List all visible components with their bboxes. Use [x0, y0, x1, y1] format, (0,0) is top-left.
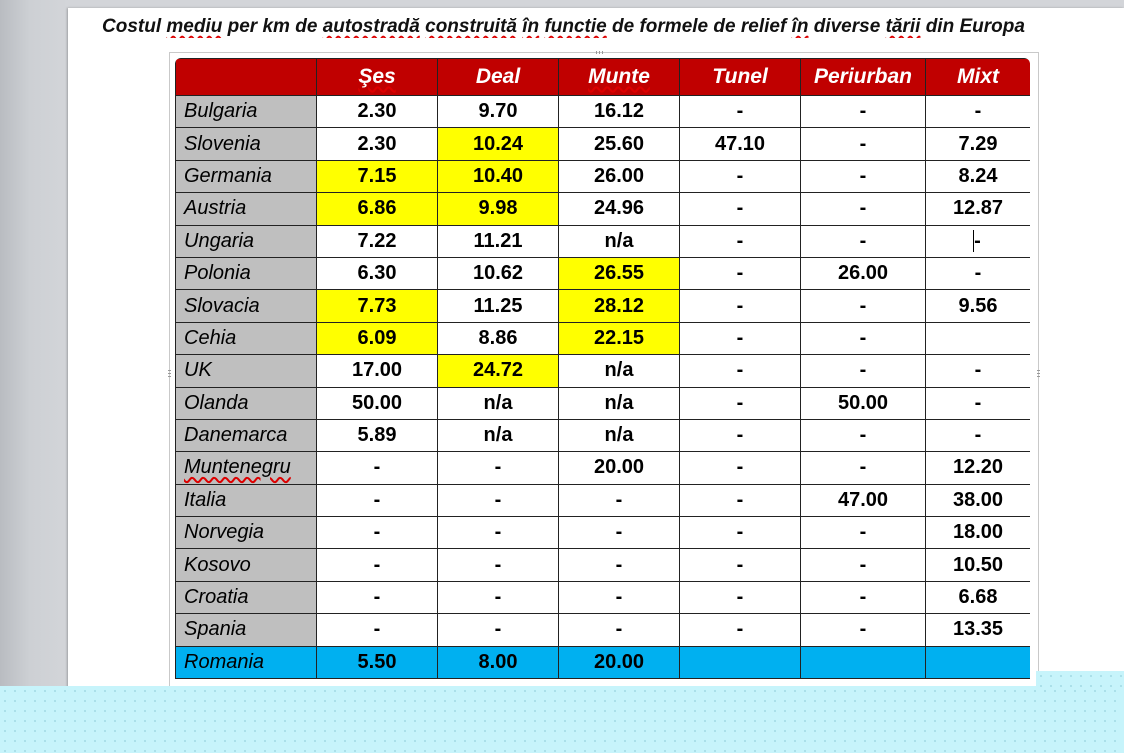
value-cell[interactable]: -: [680, 160, 801, 192]
value-cell[interactable]: -: [438, 581, 559, 613]
cost-table[interactable]: [175, 58, 1030, 679]
title-word: km: [262, 16, 290, 37]
value-cell[interactable]: 26.00: [559, 160, 680, 192]
header-cell-munte[interactable]: [559, 59, 680, 96]
title-word: tării: [885, 16, 921, 37]
country-cell[interactable]: Ungaria: [176, 225, 317, 257]
table-row: [176, 549, 1031, 581]
table-row: [176, 193, 1031, 225]
value-cell[interactable]: -: [680, 290, 801, 322]
value-cell[interactable]: -: [801, 549, 926, 581]
title-word: functie: [544, 16, 607, 37]
country-cell[interactable]: Bulgaria: [176, 96, 317, 128]
title-word: în: [522, 16, 540, 37]
value-cell[interactable]: 6.09: [317, 322, 438, 354]
value-cell[interactable]: 10.50: [926, 549, 1031, 581]
value-cell[interactable]: -: [926, 257, 1031, 289]
title-word: formele: [639, 16, 709, 37]
value-cell[interactable]: -: [801, 290, 926, 322]
resize-handle-top[interactable]: [596, 51, 604, 54]
table-row: [176, 96, 1031, 128]
table-header-row: [176, 59, 1031, 96]
value-cell[interactable]: 7.15: [317, 160, 438, 192]
value-cell[interactable]: 50.00: [317, 387, 438, 419]
value-cell[interactable]: -: [317, 484, 438, 516]
resize-handle-right[interactable]: [1037, 369, 1040, 377]
title-word: de: [295, 16, 318, 37]
value-cell[interactable]: -: [801, 160, 926, 192]
value-cell[interactable]: 10.24: [438, 128, 559, 160]
value-cell[interactable]: 22.15: [559, 322, 680, 354]
country-cell[interactable]: Kosovo: [176, 549, 317, 581]
header-cell-şes[interactable]: [317, 59, 438, 96]
title-word: autostradă: [322, 16, 420, 37]
value-cell[interactable]: 24.72: [438, 355, 559, 387]
value-cell[interactable]: -: [680, 549, 801, 581]
value-cell[interactable]: -: [680, 96, 801, 128]
value-cell[interactable]: 47.00: [801, 484, 926, 516]
value-cell[interactable]: -: [680, 322, 801, 354]
country-cell[interactable]: Polonia: [176, 257, 317, 289]
value-cell[interactable]: 11.25: [438, 290, 559, 322]
value-cell[interactable]: -: [680, 225, 801, 257]
country-cell[interactable]: Slovacia: [176, 290, 317, 322]
header-cell-tunel[interactable]: Tunel: [680, 59, 801, 96]
value-cell[interactable]: 8.00: [438, 646, 559, 678]
value-cell[interactable]: 20.00: [559, 452, 680, 484]
title-word: în: [791, 16, 809, 37]
value-cell[interactable]: -: [438, 614, 559, 646]
value-cell[interactable]: -: [680, 387, 801, 419]
value-cell[interactable]: 2.30: [317, 128, 438, 160]
value-cell[interactable]: -: [317, 517, 438, 549]
table-row: [176, 581, 1031, 613]
value-cell[interactable]: n/a: [438, 419, 559, 451]
value-cell[interactable]: -: [680, 355, 801, 387]
value-cell[interactable]: -: [680, 257, 801, 289]
value-cell[interactable]: -: [438, 484, 559, 516]
table-body: [176, 96, 1031, 679]
value-cell[interactable]: -: [680, 484, 801, 516]
header-cell-deal[interactable]: Deal: [438, 59, 559, 96]
value-cell[interactable]: [926, 225, 1031, 257]
value-cell[interactable]: -: [680, 452, 801, 484]
value-cell[interactable]: 25.60: [559, 128, 680, 160]
value-cell[interactable]: 10.62: [438, 257, 559, 289]
country-cell[interactable]: [176, 452, 317, 484]
value-cell[interactable]: 26.00: [801, 257, 926, 289]
header-cell-periurban[interactable]: Periurban: [801, 59, 926, 96]
value-cell[interactable]: 12.20: [926, 452, 1031, 484]
value-cell[interactable]: -: [801, 581, 926, 613]
table-row: [176, 387, 1031, 419]
slide-title[interactable]: [102, 16, 1124, 38]
title-word: Costul: [102, 16, 162, 37]
value-cell[interactable]: -: [317, 452, 438, 484]
country-cell[interactable]: Slovenia: [176, 128, 317, 160]
value-cell[interactable]: -: [801, 452, 926, 484]
table-row: [176, 355, 1031, 387]
value-cell[interactable]: 7.29: [926, 128, 1031, 160]
value-cell[interactable]: n/a: [559, 225, 680, 257]
value-cell[interactable]: -: [317, 614, 438, 646]
title-word: construită: [425, 16, 517, 37]
value-cell[interactable]: [926, 646, 1031, 678]
header-cell-mixt[interactable]: Mixt: [926, 59, 1031, 96]
country-cell[interactable]: Austria: [176, 193, 317, 225]
value-cell[interactable]: 5.89: [317, 419, 438, 451]
value-cell[interactable]: -: [926, 419, 1031, 451]
country-cell[interactable]: Norvegia: [176, 517, 317, 549]
value-cell[interactable]: 2.30: [317, 96, 438, 128]
cell-value: -: [974, 229, 981, 252]
value-cell[interactable]: -: [680, 193, 801, 225]
value-cell[interactable]: 9.56: [926, 290, 1031, 322]
title-word: mediu: [166, 16, 223, 37]
value-cell[interactable]: -: [801, 614, 926, 646]
value-cell[interactable]: -: [801, 193, 926, 225]
value-cell[interactable]: 9.98: [438, 193, 559, 225]
value-cell[interactable]: -: [680, 581, 801, 613]
value-cell[interactable]: 50.00: [801, 387, 926, 419]
title-word: per: [227, 16, 258, 37]
table-row: [176, 225, 1031, 257]
value-cell[interactable]: -: [926, 387, 1031, 419]
value-cell[interactable]: 8.86: [438, 322, 559, 354]
value-cell[interactable]: -: [801, 225, 926, 257]
screen-overlay-region: [0, 686, 1124, 753]
value-cell[interactable]: -: [559, 517, 680, 549]
value-cell[interactable]: -: [926, 355, 1031, 387]
value-cell[interactable]: -: [801, 322, 926, 354]
value-cell[interactable]: 11.21: [438, 225, 559, 257]
value-cell[interactable]: 24.96: [559, 193, 680, 225]
cost-table-container: [175, 58, 1030, 688]
table-row: [176, 646, 1031, 678]
table-row: [176, 419, 1031, 451]
country-cell[interactable]: UK: [176, 355, 317, 387]
header-label: Şes: [358, 65, 396, 88]
value-cell[interactable]: 7.73: [317, 290, 438, 322]
value-cell[interactable]: [801, 646, 926, 678]
table-row: [176, 160, 1031, 192]
country-cell[interactable]: Germania: [176, 160, 317, 192]
value-cell[interactable]: -: [801, 355, 926, 387]
country-cell[interactable]: Romania: [176, 646, 317, 678]
header-label: Munte: [588, 65, 650, 88]
value-cell[interactable]: -: [801, 517, 926, 549]
value-cell[interactable]: -: [317, 581, 438, 613]
value-cell[interactable]: -: [317, 549, 438, 581]
value-cell[interactable]: 9.70: [438, 96, 559, 128]
table-row: [176, 452, 1031, 484]
value-cell[interactable]: -: [559, 484, 680, 516]
country-cell[interactable]: Croatia: [176, 581, 317, 613]
value-cell[interactable]: 47.10: [680, 128, 801, 160]
value-cell[interactable]: -: [438, 452, 559, 484]
title-word: relief: [740, 16, 787, 37]
country-cell[interactable]: Spania: [176, 614, 317, 646]
table-row: [176, 257, 1031, 289]
table-row: [176, 614, 1031, 646]
title-word: de: [612, 16, 635, 37]
title-word: de: [713, 16, 736, 37]
value-cell[interactable]: 18.00: [926, 517, 1031, 549]
country-cell[interactable]: Olanda: [176, 387, 317, 419]
screen-overlay-step: [1036, 671, 1124, 687]
value-cell[interactable]: 5.50: [317, 646, 438, 678]
value-cell[interactable]: 6.86: [317, 193, 438, 225]
value-cell[interactable]: 7.22: [317, 225, 438, 257]
header-corner-cell[interactable]: [176, 59, 317, 96]
value-cell[interactable]: 38.00: [926, 484, 1031, 516]
table-row: [176, 517, 1031, 549]
value-cell[interactable]: -: [801, 96, 926, 128]
value-cell[interactable]: 8.24: [926, 160, 1031, 192]
value-cell[interactable]: 20.00: [559, 646, 680, 678]
title-word: din: [925, 16, 955, 37]
title-word: Europa: [959, 16, 1025, 37]
value-cell[interactable]: n/a: [559, 419, 680, 451]
value-cell[interactable]: 10.40: [438, 160, 559, 192]
value-cell[interactable]: 16.12: [559, 96, 680, 128]
value-cell[interactable]: n/a: [559, 387, 680, 419]
value-cell[interactable]: -: [680, 614, 801, 646]
title-word: diverse: [813, 16, 881, 37]
table-row: [176, 322, 1031, 354]
resize-handle-left[interactable]: [168, 369, 171, 377]
country-cell[interactable]: Danemarca: [176, 419, 317, 451]
value-cell[interactable]: -: [559, 581, 680, 613]
table-row: [176, 290, 1031, 322]
value-cell[interactable]: 6.30: [317, 257, 438, 289]
value-cell[interactable]: 12.87: [926, 193, 1031, 225]
value-cell[interactable]: -: [680, 517, 801, 549]
value-cell[interactable]: -: [680, 419, 801, 451]
value-cell[interactable]: 17.00: [317, 355, 438, 387]
value-cell[interactable]: 28.12: [559, 290, 680, 322]
table-row: [176, 484, 1031, 516]
value-cell[interactable]: n/a: [438, 387, 559, 419]
value-cell[interactable]: n/a: [559, 355, 680, 387]
country-cell[interactable]: Italia: [176, 484, 317, 516]
value-cell[interactable]: 13.35: [926, 614, 1031, 646]
value-cell[interactable]: [680, 646, 801, 678]
value-cell[interactable]: [926, 322, 1031, 354]
value-cell[interactable]: -: [801, 128, 926, 160]
table-row: [176, 128, 1031, 160]
value-cell[interactable]: -: [801, 419, 926, 451]
value-cell[interactable]: -: [926, 96, 1031, 128]
country-label: Muntenegru: [184, 456, 291, 479]
value-cell[interactable]: -: [559, 549, 680, 581]
value-cell[interactable]: -: [438, 549, 559, 581]
value-cell[interactable]: -: [438, 517, 559, 549]
country-cell[interactable]: Cehia: [176, 322, 317, 354]
value-cell[interactable]: 26.55: [559, 257, 680, 289]
value-cell[interactable]: -: [559, 614, 680, 646]
value-cell[interactable]: 6.68: [926, 581, 1031, 613]
